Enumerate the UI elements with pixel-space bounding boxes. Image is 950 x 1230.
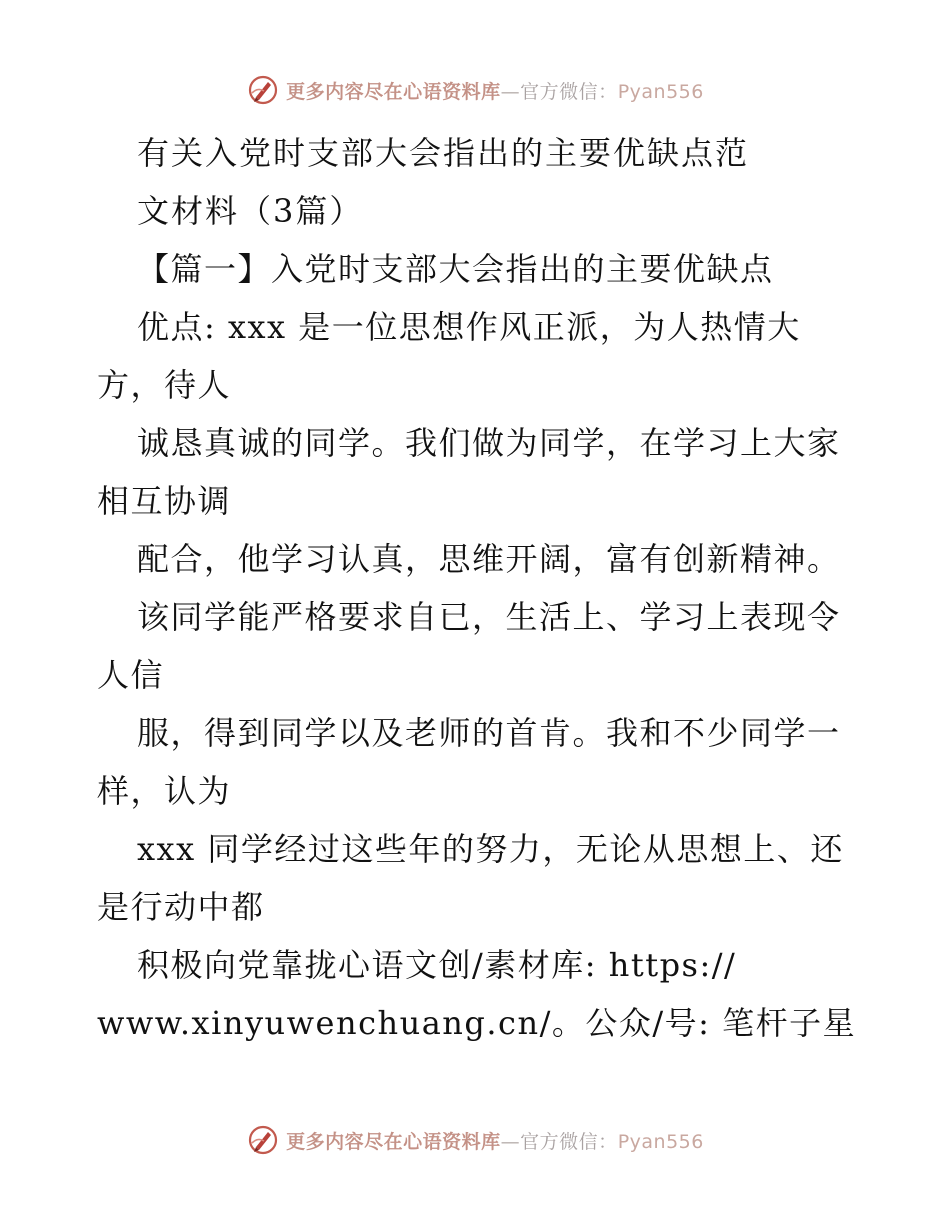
pen-logo-icon xyxy=(246,1123,280,1157)
paragraph-line: 该同学能严格要求自已，生活上、学习上表现令 xyxy=(137,598,841,636)
paragraph-line: 人信 xyxy=(97,656,165,694)
paragraph-line: 相互协调 xyxy=(97,482,232,520)
paragraph-line: 方，待人 xyxy=(97,366,232,404)
paragraph-line: 积极向党靠拢心语文创/素材库: https:// xyxy=(137,946,737,984)
pen-logo-icon xyxy=(246,73,280,107)
paragraph-line: xxx 同学经过这些年的努力，无论从思想上、还 xyxy=(137,830,844,868)
header-watermark-main: 更多内容尽在心语资料库 xyxy=(286,80,501,103)
footer-watermark-wechat: Pyan556 xyxy=(617,1130,704,1153)
header-watermark-wechat: Pyan556 xyxy=(617,80,704,103)
paragraph-line: 服，得到同学以及老师的首肯。我和不少同学一 xyxy=(137,714,841,752)
paragraph-line: 优点: xxx 是一位思想作风正派，为人热情大 xyxy=(137,308,801,346)
paragraph-line: 诚恳真诚的同学。我们做为同学，在学习上大家 xyxy=(137,424,841,462)
header-watermark-label: 官方微信： xyxy=(520,80,618,103)
paragraph-line: 配合，他学习认真，思维开阔，富有创新精神。 xyxy=(137,540,841,578)
document-title-line-1: 有关入党时支部大会指出的主要优缺点范 xyxy=(137,134,750,172)
footer-watermark-separator: — xyxy=(500,1130,521,1153)
header-watermark-text xyxy=(286,77,704,104)
footer-watermark-label: 官方微信： xyxy=(520,1130,618,1153)
header-watermark-separator: — xyxy=(500,80,521,103)
document-body xyxy=(97,124,857,1052)
section-heading: 【篇一】入党时支部大会指出的主要优缺点 xyxy=(137,250,774,288)
paragraph-line: 样，认为 xyxy=(97,772,232,810)
footer-watermark-text xyxy=(286,1127,704,1154)
paragraph-line: www.xinyuwenchuang.cn/。公众/号: 笔杆子星 xyxy=(97,1004,857,1042)
footer-watermark-main: 更多内容尽在心语资料库 xyxy=(286,1130,501,1153)
footer-watermark-banner xyxy=(0,1120,950,1160)
header-watermark-banner xyxy=(0,70,950,110)
document-title-line-2: 文材料（3篇） xyxy=(137,192,364,230)
paragraph-line: 是行动中都 xyxy=(97,888,265,926)
